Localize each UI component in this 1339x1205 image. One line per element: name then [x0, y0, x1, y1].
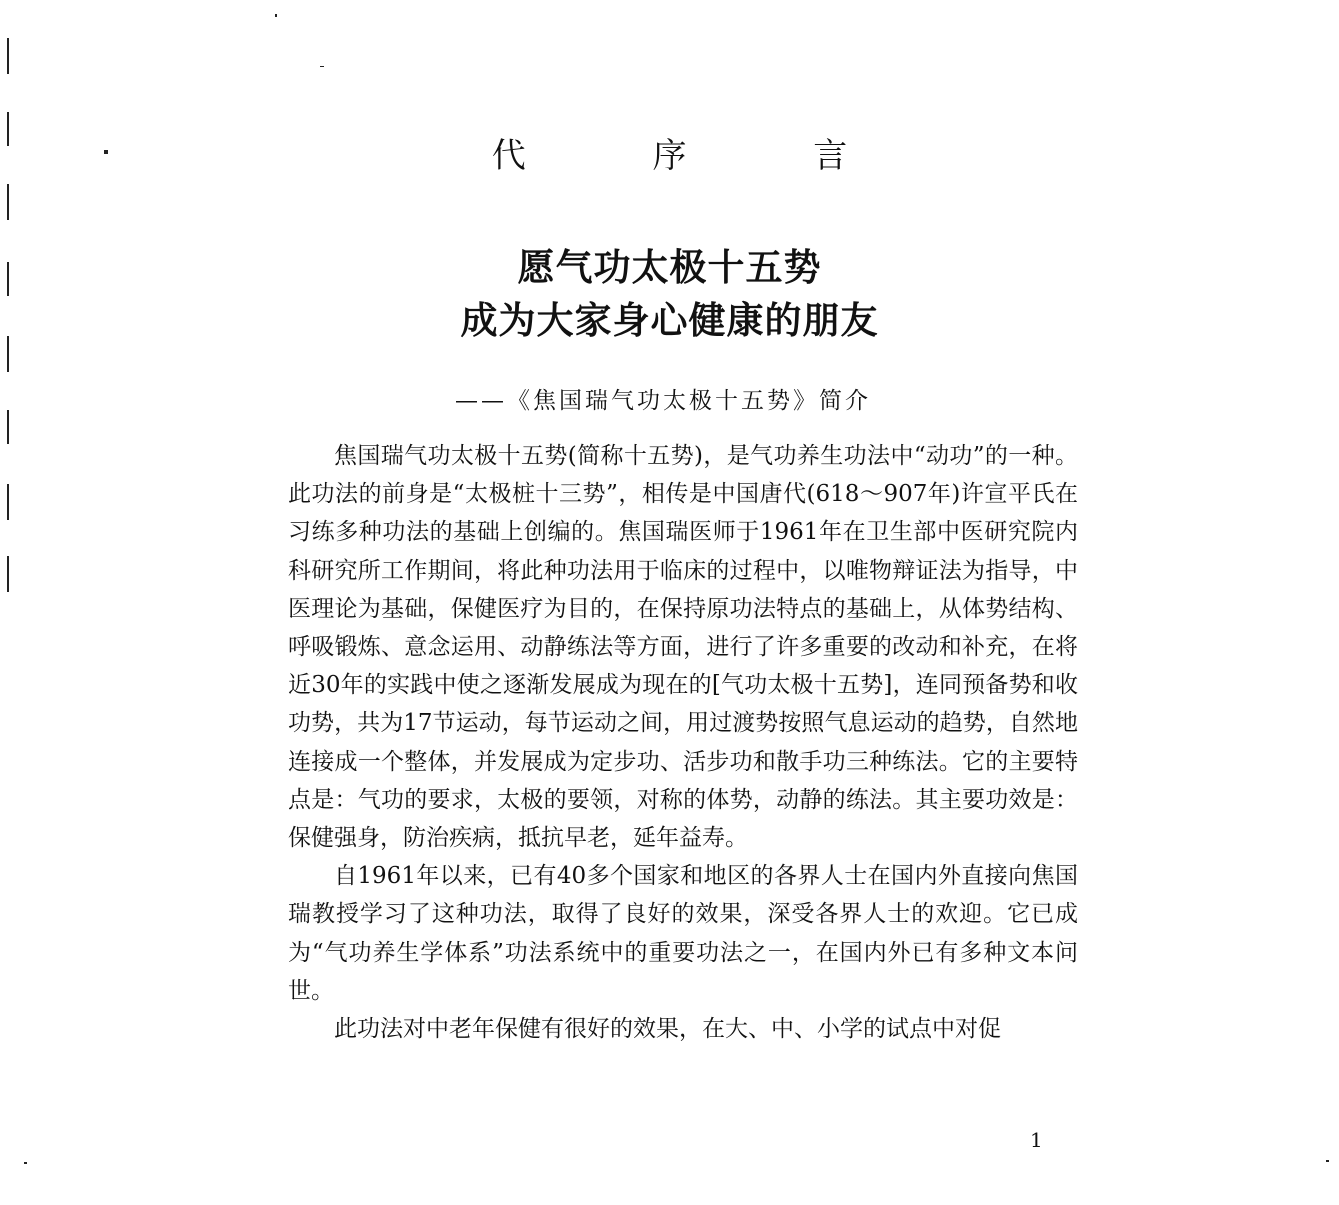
section-heading: 代 序 言	[491, 136, 906, 176]
main-title-line-1: 愿气功太极十五势	[517, 246, 822, 289]
paragraph: 此功法对中老年保健有很好的效果，在大、中、小学的试点中对促	[334, 1016, 1001, 1043]
scan-speck	[24, 1162, 27, 1164]
scan-speck	[1326, 1160, 1329, 1162]
scan-edge-mark	[7, 484, 9, 520]
paragraph: 焦国瑞气功太极十五势(简称十五势)，是气功养生功法中“动功”的一种。此功法的前身是“太极桩十三势”，相传是中国唐代(618～907年)许宣平氏在习练多种功法的基础上创编的。焦国瑞医师于1961年在卫生部中医研究院内科研究所工作期间，将此种功法用于临床的过程中，以唯物辩证法为指导，中医理论为基础，保健医疗为目的，在保持原功法特点的基础上，从体势结构、呼吸锻炼、意念运用、动静练法等方面，进行了许多重要的改动和补充，在将近30年的实践中使之逐渐发展成为现在的[气功太极十五势]，连同预备势和收功势，共为17节运动，每节运动之间，用过渡势按照气息运动的趋势，自然地连接成一个整体，并发展成为定步功、活步功和散手功三种练法。它的主要特点是：气功的要求，太极的要领，对称的体势，动静的练法。其主要功效是：保健强身，防治疾病，抵抗早老，延年益寿。	[288, 443, 1078, 852]
scan-edge-mark	[7, 556, 9, 592]
scan-edge-mark	[7, 38, 9, 74]
subtitle: ——《焦国瑞气功太极十五势》简介	[455, 388, 871, 414]
main-title-line-2: 成为大家身心健康的朋友	[460, 299, 879, 342]
scan-speck	[275, 14, 277, 17]
paragraph: 自1961年以来，已有40多个国家和地区的各界人士在国内外直接向焦国瑞教授学习了这种功法，取得了良好的效果，深受各界人士的欢迎。它已成为“气功养生学体系”功法系统中的重要功法之一，在国内外已有多种文本问世。	[288, 863, 1078, 1004]
scan-edge-mark	[7, 410, 9, 444]
page-number: 1	[1030, 1128, 1043, 1152]
scan-edge-mark	[7, 184, 9, 220]
body-text	[288, 437, 1078, 1048]
scan-speck	[320, 66, 324, 67]
